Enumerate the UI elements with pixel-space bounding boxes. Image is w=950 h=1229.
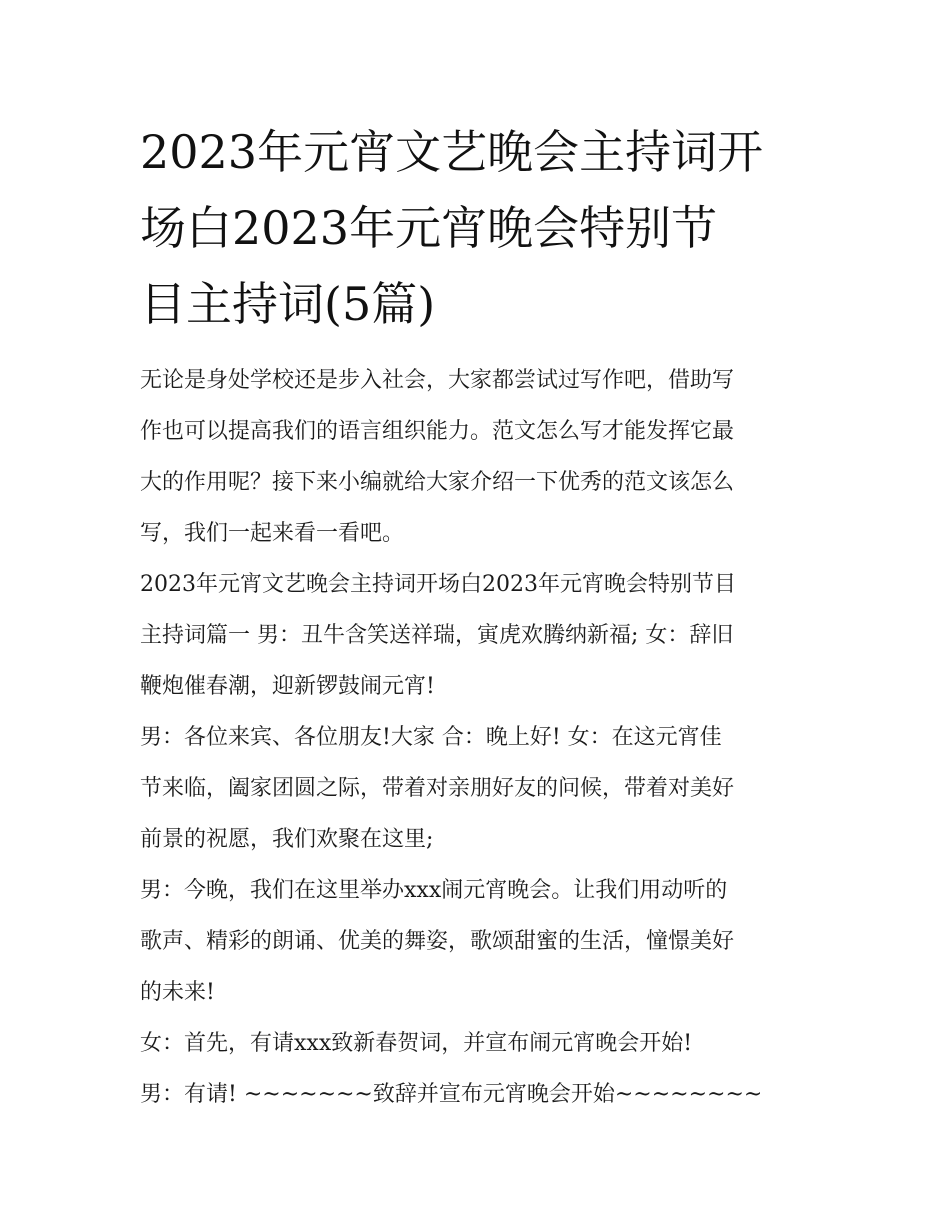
body-line: 节来临，阖家团圆之际，带着对亲朋好友的问候，带着对美好 xyxy=(140,776,735,801)
body-line: 无论是身处学校还是步入社会，大家都尝试过写作吧，借助写 xyxy=(140,368,735,393)
body-line: 主持词篇一 男：丑牛含笑送祥瑞，寅虎欢腾纳新福; 女：辞旧 xyxy=(140,623,734,648)
body-line: 2023年元宵文艺晚会主持词开场白2023年元宵晚会特别节目 xyxy=(140,572,736,597)
body-line: 男：有请! ~~~~~~~致辞并宣布元宵晚会开始~~~~~~~~ xyxy=(140,1082,763,1107)
body-line: 鞭炮催春潮，迎新锣鼓闹元宵! xyxy=(140,674,435,699)
body-line: 女：首先，有请xxx致新春贺词，并宣布闹元宵晚会开始! xyxy=(140,1031,693,1056)
body-line: 大的作用呢？接下来小编就给大家介绍一下优秀的范文该怎么 xyxy=(140,470,735,495)
body-line: 的未来! xyxy=(140,980,215,1005)
body-line: 写，我们一起来看一看吧。 xyxy=(140,521,405,546)
title-line: 2023年元宵文艺晚会主持词开 xyxy=(140,125,764,179)
title-line: 目主持词(5篇) xyxy=(140,277,436,331)
body-line: 歌声、精彩的朗诵、优美的舞姿，歌颂甜蜜的生活，憧憬美好 xyxy=(140,929,735,954)
body-line: 男：今晚，我们在这里举办xxx闹元宵晚会。让我们用动听的 xyxy=(140,878,728,903)
document-body xyxy=(140,355,820,1120)
body-line: 男：各位来宾、各位朋友!大家 合：晚上好! 女：在这元宵佳 xyxy=(140,725,722,750)
title-line: 场白2023年元宵晚会特别节 xyxy=(140,201,718,255)
body-line: 作也可以提高我们的语言组织能力。范文怎么写才能发挥它最 xyxy=(140,419,735,444)
body-line: 前景的祝愿，我们欢聚在这里; xyxy=(140,827,434,852)
document-title xyxy=(140,114,820,342)
